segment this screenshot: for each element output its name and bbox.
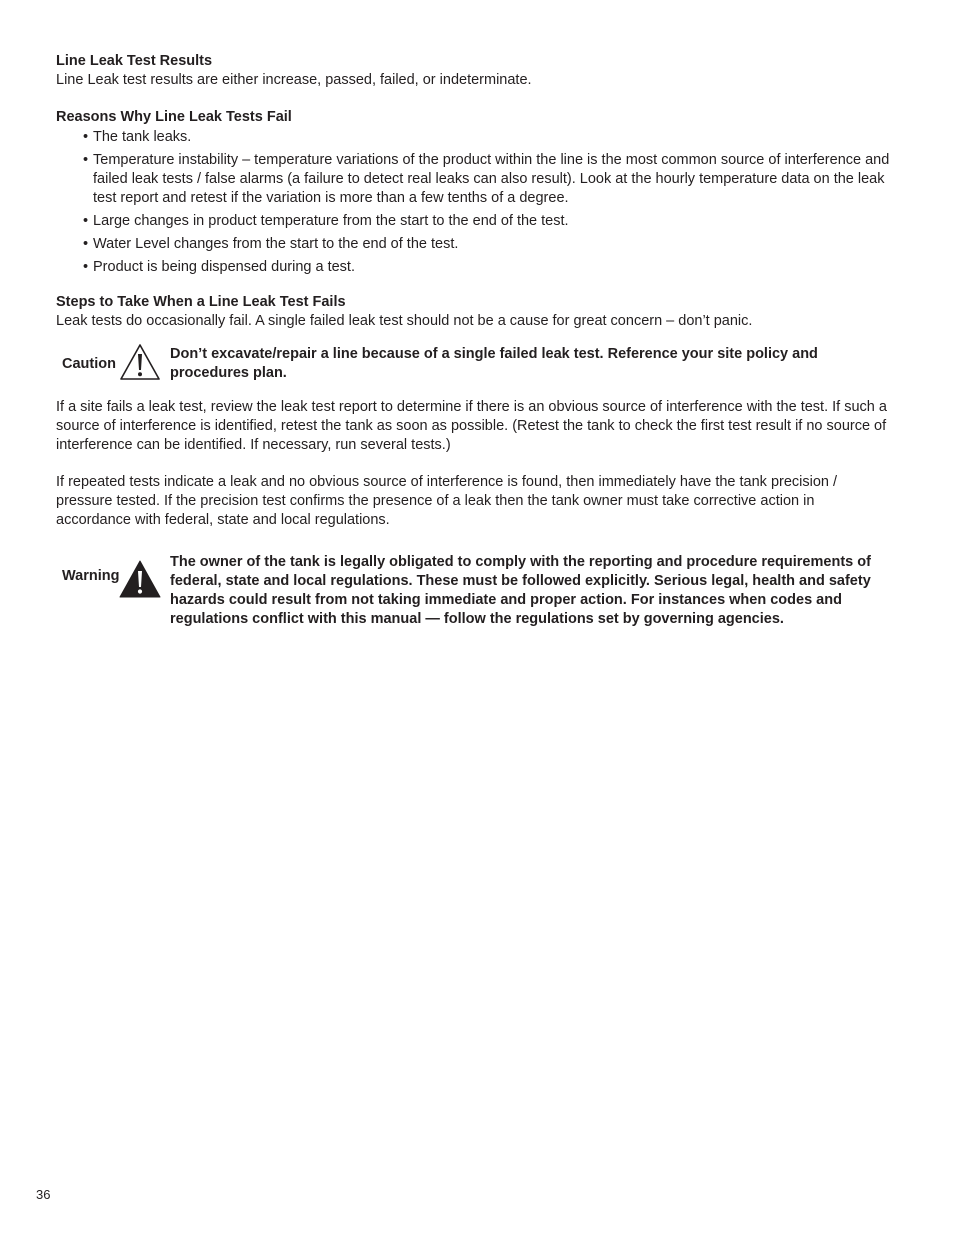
warning-text: The owner of the tank is legally obligated to comply with the reporting and procedure requirements of federal, state and local regulations. These must be followed explicitly. Serious legal, health and safety hazards could result from not taking immediate and proper action. For instances when codes and regulations conflict with this manual — follow the regulations set by governing agencies. [170,554,871,627]
page-number: 36 [36,1187,51,1202]
document-page [56,52,892,629]
list-item: • Temperature instability – temperature variations of the product within the line is the most common source of interference and failed leak tests / false alarms (a failure to detect real leaks can also result). Look at the hourly temperature data on the leak test report and retest if the variation is more than a few tenths of a degree. [83,151,892,208]
warning-label: Warning [62,568,120,584]
reasons-list [56,128,892,277]
warning-notice [56,553,892,629]
heading-reasons-why-tests-fail: Reasons Why Line Leak Tests Fail [56,109,292,125]
caution-triangle-outline-icon [118,342,162,387]
heading-steps-when-test-fails: Steps to Take When a Line Leak Test Fails [56,294,346,310]
warning-triangle-filled-icon [118,559,162,604]
repeated-tests-paragraph: If repeated tests indicate a leak and no obvious source of interference is found, then immediately have the tank precision / pressure tested. If the precision test confirms the presence of a leak then the tank owner must take corrective action in accordance with federal, state and local regulations. [56,474,838,528]
caution-label: Caution [62,356,116,372]
caution-text: Don’t excavate/repair a line because of a single failed leak test. Reference your site policy and procedures plan. [170,346,818,381]
steps-intro: Leak tests do occasionally fail. A single failed leak test should not be a cause for great concern – don’t panic. [56,313,753,329]
review-paragraph: If a site fails a leak test, review the leak test report to determine if there is an obvious source of interference with the test. If such a source of interference is identified, retest the tank as soon as possible. (Retest the tank to check the first test result if no source of interference can be identified. If necessary, run several tests.) [56,399,887,453]
results-body: Line Leak test results are either increase, passed, failed, or indeterminate. [56,72,532,88]
heading-line-leak-test-results: Line Leak Test Results [56,53,213,69]
list-item: • Product is being dispensed during a test. [83,258,892,277]
list-item: • Water Level changes from the start to the end of the test. [83,235,892,254]
list-item: • The tank leaks. [83,128,892,147]
caution-notice [56,345,892,385]
section-line-leak-test-results [56,52,892,90]
list-item: • Large changes in product temperature from the start to the end of the test. [83,212,892,231]
section-reasons-why-line-leak-tests-fail [56,108,892,277]
section-steps-when-test-fails [56,293,892,629]
